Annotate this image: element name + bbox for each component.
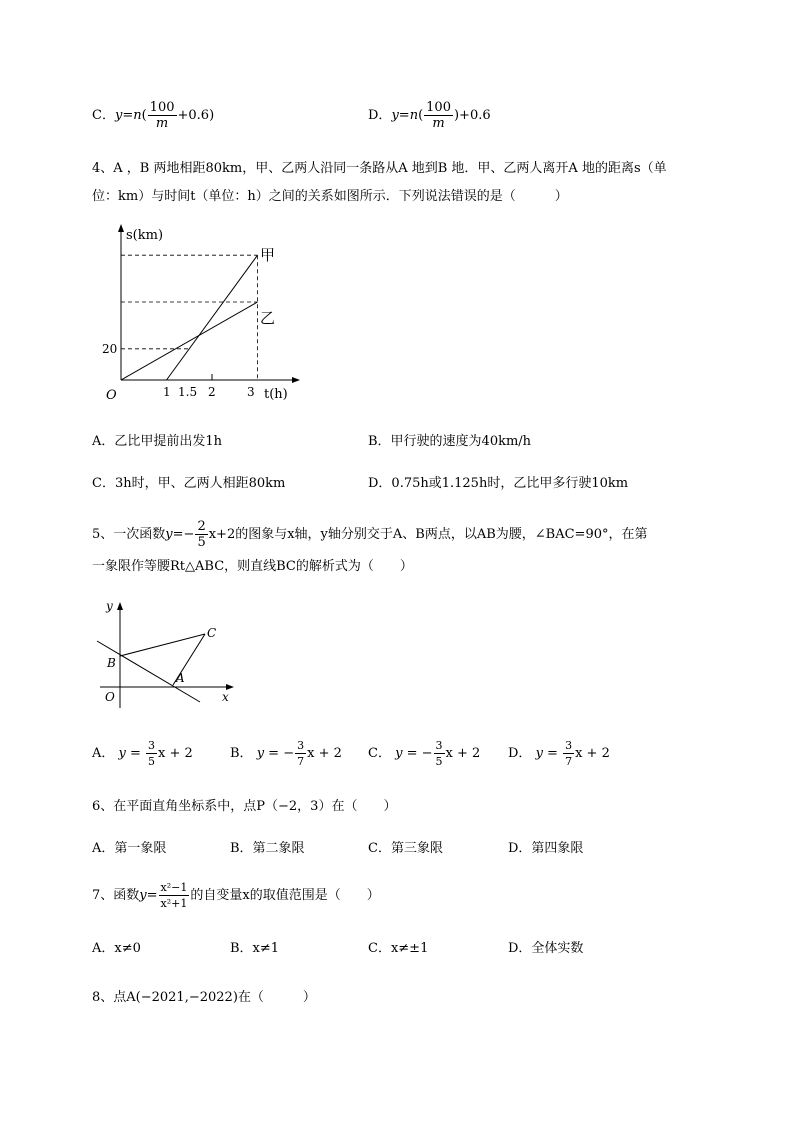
q5-label-y: y <box>106 599 113 613</box>
q4-xtick-1: 1 <box>163 385 171 399</box>
q4-series-jia-label: 甲 <box>260 246 276 264</box>
q3-option-c: C．y=n( $\frac{100}{m}$ +0.6) <box>92 100 215 131</box>
q5-option-c: C． y = − $\frac{3}{5}$ x + 2 <box>368 739 481 768</box>
q4-option-c: C．3h时，甲、乙两人相距80km <box>92 476 286 491</box>
q4-ytick-20: 20 <box>102 342 118 356</box>
q4-option-a: A．乙比甲提前出发1h <box>92 434 223 449</box>
q3-option-d: D．y=n( $\frac{100}{m}$ )+0.6 <box>368 100 491 131</box>
q4-xtick-1-5: 1.5 <box>178 385 198 399</box>
q5-y-axis-arrow <box>117 602 123 610</box>
q4-stem-line1: 4、A ，B 两地相距80km，甲、乙两人沿同一条路从A 地到B 地．甲、乙两人离开A 地的距离s（单 <box>92 161 667 176</box>
q4-option-b: B．甲行驶的速度为40km/h <box>368 434 532 449</box>
q6-option-a: A．第一象限 <box>92 841 167 856</box>
q4-x-axis-arrow <box>292 377 300 383</box>
q5-stem-line1: 5、一次函数y=− $\frac{2}{5}$ x+2的图象与x轴，y轴分别交于A、B两点，以AB为腰，∠BAC=90°，在第 <box>92 519 648 550</box>
q5-label-a: A <box>176 671 185 685</box>
q5-label-x: x <box>222 690 229 704</box>
q4-xlabel: t(h) <box>264 387 288 402</box>
q4-series-line-jia <box>167 255 258 380</box>
q5-label-c: C <box>207 626 217 640</box>
q4-origin: O <box>106 388 117 402</box>
q5-option-a: A． y = $\frac{3}{5}$ x + 2 <box>92 739 193 768</box>
q7-stem: 7、函数y= $\frac{\text{x²−1}}{\text{x²+1}}$ 的自变量x的取值范围是（ ） <box>92 881 380 910</box>
q4-xtick-3: 3 <box>247 385 255 399</box>
q5-stem-line2: 一象限作等腰Rt△ABC，则直线BC的解析式为（ ） <box>92 559 413 574</box>
q7-option-d: D．全体实数 <box>508 941 584 956</box>
q4-option-d: D．0.75h或1.125h时，乙比甲多行驶10km <box>368 476 629 491</box>
q5-label-b: B <box>107 656 116 670</box>
q5-option-b: B． y = − $\frac{3}{7}$ x + 2 <box>230 739 342 768</box>
q5-label-o: O <box>105 690 115 704</box>
q5-graph <box>92 598 242 708</box>
q6-option-b: B．第二象限 <box>230 841 305 856</box>
q6-option-c: C．第三象限 <box>368 841 443 856</box>
q4-series-line-yi <box>121 302 258 380</box>
q5-segment-bc <box>120 634 205 656</box>
q7-option-c: C．x≠±1 <box>368 941 429 956</box>
q4-y-axis-arrow <box>118 224 124 232</box>
q4-xtick-2: 2 <box>208 385 216 399</box>
q4-stem-line2: 位：km）与时间t（单位：h）之间的关系如图所示．下列说法错误的是（ ） <box>92 189 568 204</box>
q4-graph <box>100 222 300 402</box>
q8-stem: 8、点A(−2021,−2022)在（ ） <box>92 990 316 1005</box>
q6-stem: 6、在平面直角坐标系中，点P（−2，3）在（ ） <box>92 799 397 814</box>
q4-series-yi-label: 乙 <box>260 309 276 327</box>
q4-ylabel: s(km) <box>126 228 164 243</box>
q6-option-d: D．第四象限 <box>508 841 584 856</box>
q5-option-d: D． y = $\frac{3}{7}$ x + 2 <box>508 739 610 768</box>
q7-option-b: B．x≠1 <box>230 941 280 956</box>
q7-option-a: A．x≠0 <box>92 941 141 956</box>
